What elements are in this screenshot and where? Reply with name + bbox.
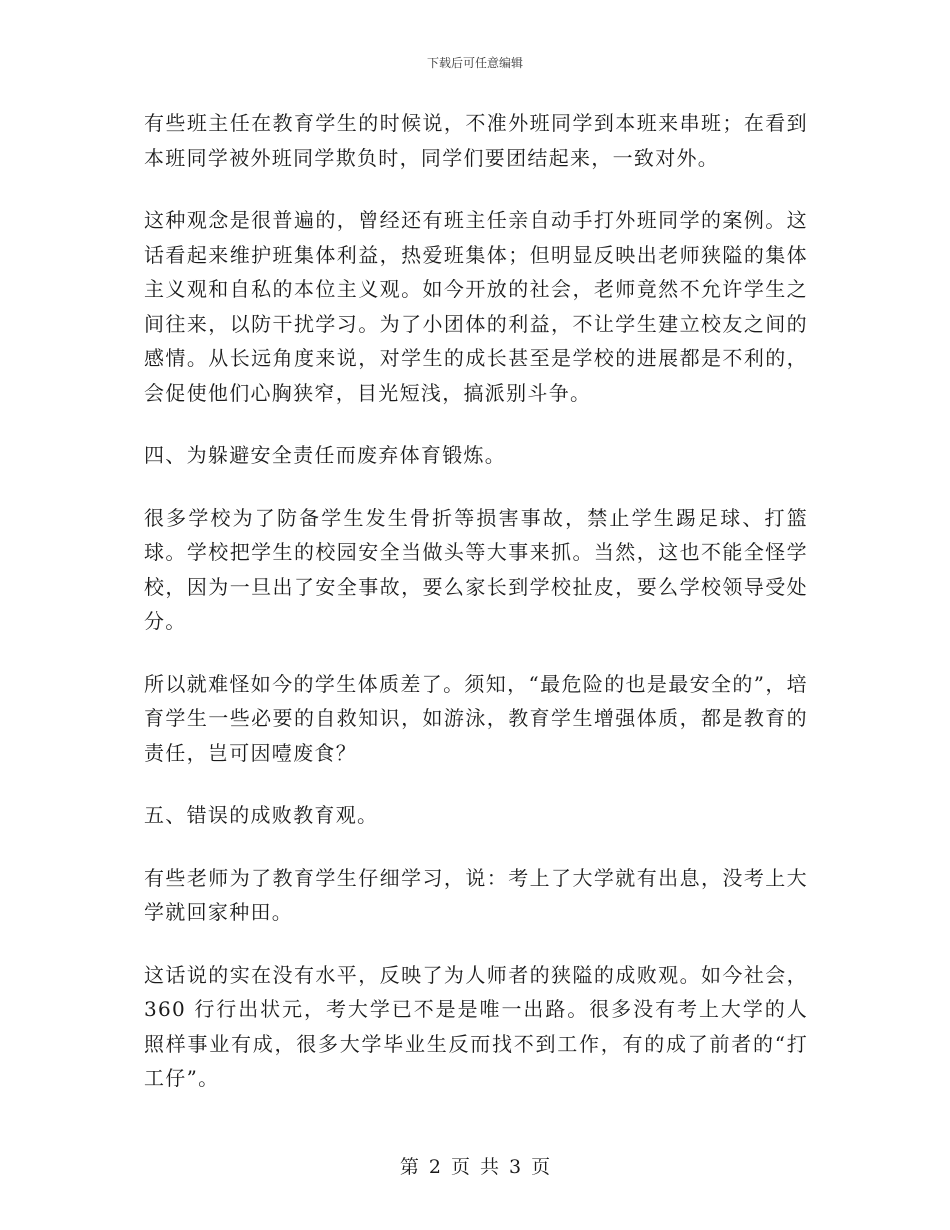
paragraph: 很多学校为了防备学生发生骨折等损害事故，禁止学生踢足球、打篮球。学校把学生的校园安全当做头等大事来抓。当然，这也不能全怪学校，因为一旦出了安全事故，要么家长到学校扯皮，要么学校领导受处分。 [144,505,808,633]
paragraph: 这话说的实在没有水平，反映了为人师者的狭隘的成败观。如今社会，360 行行出状元，考大学已不是是唯一出路。很多没有考上大学的人照样事业有成，很多大学毕业生反而找不到工作，有的成了前者的“打工仔”。 [144,962,808,1090]
section-heading: 五、错误的成败教育观。 [144,803,379,827]
paragraph: 所以就难怪如今的学生体质差了。须知，“最危险的也是最安全的”，培育学生一些必要的自救知识，如游泳，教育学生增强体质，都是教育的责任，岂可因噎废食？ [144,671,808,765]
section-heading: 四、为躲避安全责任而废弃体育锻炼。 [144,443,507,467]
document-body [144,106,808,1124]
paragraph: 这种观念是很普遍的，曾经还有班主任亲自动手打外班同学的案例。这话看起来维护班集体利益，热爱班集体；但明显反映出老师狭隘的集体主义观和自私的本位主义观。如今开放的社会，老师竟然不允许学生之间往来，以防干扰学习。为了小团体的利益，不让学生建立校友之间的感情。从长远角度来说，对学生的成长甚至是学校的进展都是不利的，会促使他们心胸狭窄，目光短浅，搞派别斗争。 [144,208,808,405]
page-number-footer: 第 2 页 共 3 页 [399,1156,551,1178]
page-header-note: 下载后可任意编辑 [426,56,523,70]
paragraph: 有些班主任在教育学生的时候说，不准外班同学到本班来串班；在看到本班同学被外班同学欺负时，同学们要团结起来，一致对外。 [144,111,808,170]
paragraph: 有些老师为了教育学生仔细学习，说：考上了大学就有出息，没考上大学就回家种田。 [144,865,808,924]
